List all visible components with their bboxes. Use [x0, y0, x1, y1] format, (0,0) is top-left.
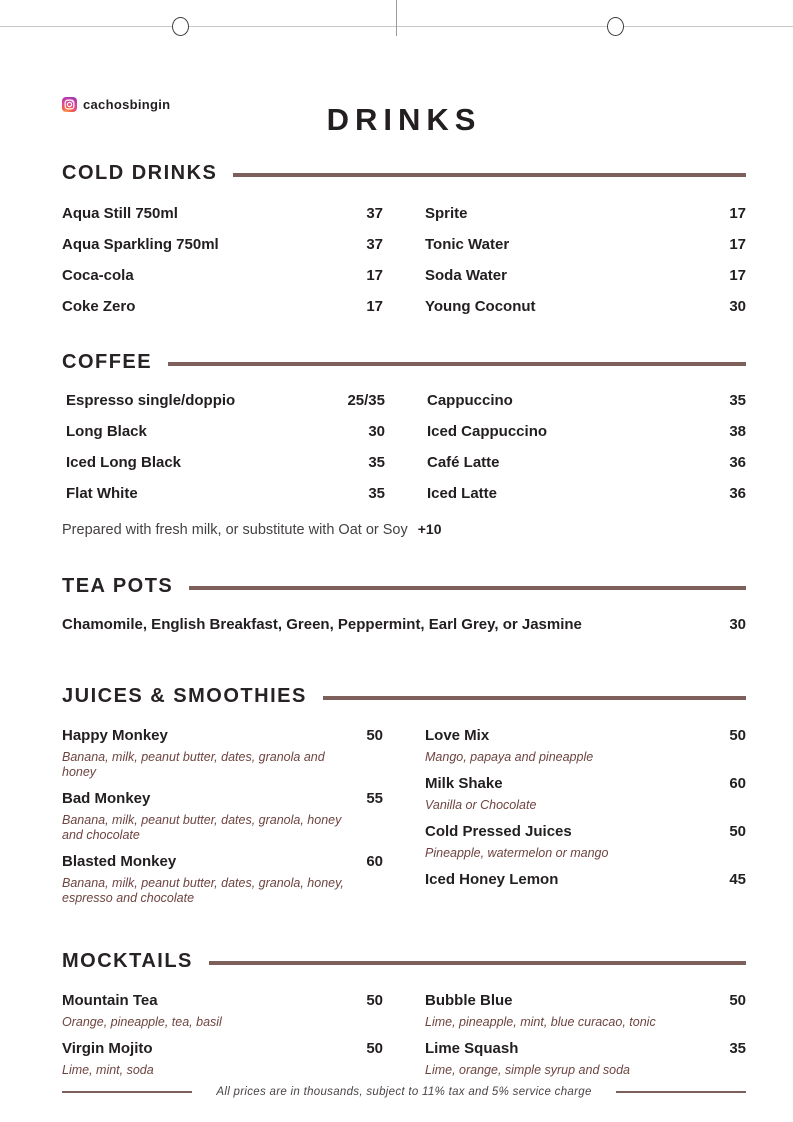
- item-description: Orange, pineapple, tea, basil: [62, 1015, 222, 1029]
- item-price: 30: [729, 616, 746, 633]
- item-name: Love Mix: [425, 727, 490, 744]
- item-name: Soda Water: [425, 267, 507, 284]
- menu-item: [425, 202, 746, 226]
- item-name: Blasted Monkey: [62, 853, 177, 870]
- item-name: Lime Squash: [425, 1040, 519, 1057]
- item-name: Cappuccino: [427, 392, 513, 409]
- section-header: [62, 575, 746, 598]
- menu-item: [62, 613, 746, 637]
- item-price: 17: [729, 267, 746, 284]
- section-coffee: [62, 351, 746, 539]
- section-title: TEA POTS: [62, 575, 174, 597]
- item-description: Lime, pineapple, mint, blue curacao, tonic: [425, 1015, 656, 1029]
- section-header: [62, 162, 746, 185]
- item-name: Iced Latte: [427, 485, 498, 502]
- item-name: Happy Monkey: [62, 727, 168, 744]
- item-name: Iced Honey Lemon: [425, 871, 559, 888]
- menu-item: [425, 772, 746, 813]
- footer-divider-left: [62, 1091, 192, 1093]
- item-row: [425, 868, 746, 892]
- menu-item: [62, 264, 383, 288]
- page-title: DRINKS: [326, 102, 482, 137]
- note-price: +10: [417, 521, 442, 537]
- item-name: Iced Long Black: [66, 454, 182, 471]
- footer-note: All prices are in thousands, subject to 11% tax and 5% service charge: [216, 1086, 592, 1098]
- item-price: 37: [366, 205, 383, 222]
- menu-item: [62, 989, 383, 1030]
- item-price: 17: [366, 267, 383, 284]
- item-price: 38: [729, 423, 746, 440]
- item-name: Bubble Blue: [425, 992, 513, 1009]
- section-title: JUICES & SMOOTHIES: [62, 685, 307, 707]
- item-row: [425, 1037, 746, 1061]
- menu-item: [62, 202, 383, 226]
- menu-item: [62, 295, 383, 319]
- mocktails-items: [62, 989, 746, 1078]
- coffee-items: [62, 389, 746, 506]
- item-row: [62, 787, 383, 811]
- menu-item: [62, 233, 383, 257]
- item-price: 50: [366, 992, 383, 1009]
- item-price: 17: [729, 205, 746, 222]
- item-price: 35: [368, 454, 385, 471]
- item-name: Espresso single/doppio: [66, 392, 236, 409]
- instagram-handle-row: [62, 97, 170, 112]
- section-divider-line: [189, 586, 746, 590]
- section-title: MOCKTAILS: [62, 950, 193, 972]
- item-description: Banana, milk, peanut butter, dates, granola, honey and chocolate: [62, 813, 342, 842]
- tea-pots-items: [62, 613, 746, 637]
- item-price: 30: [368, 423, 385, 440]
- item-name: Virgin Mojito: [62, 1040, 153, 1057]
- item-name: Bad Monkey: [62, 790, 151, 807]
- cold-drinks-items: [62, 202, 746, 319]
- menu-item: [425, 264, 746, 288]
- item-price: 25/35: [347, 392, 385, 409]
- item-name: Café Latte: [427, 454, 500, 471]
- menu-item: [425, 1037, 746, 1078]
- item-name: Mountain Tea: [62, 992, 158, 1009]
- milk-substitute-note: [62, 520, 746, 539]
- menu-item: [66, 451, 385, 475]
- section-title: COLD DRINKS: [62, 162, 218, 184]
- left-column: [66, 389, 385, 506]
- item-name: Tonic Water: [425, 236, 510, 253]
- item-price: 36: [729, 454, 746, 471]
- menu-item: [425, 989, 746, 1030]
- menu-item: [427, 451, 746, 475]
- item-name: Cold Pressed Juices: [425, 823, 572, 840]
- section-divider-line: [323, 696, 746, 700]
- note-text: Prepared with fresh milk, or substitute with Oat or Soy: [62, 522, 408, 538]
- item-row: [425, 724, 746, 748]
- menu-item: [427, 389, 746, 413]
- item-price: 50: [729, 727, 746, 744]
- section-mocktails: [62, 950, 746, 1078]
- item-price: 17: [366, 298, 383, 315]
- item-name: Coca-cola: [62, 267, 134, 284]
- menu-item: [66, 389, 385, 413]
- item-price: 17: [729, 236, 746, 253]
- item-name: Iced Cappuccino: [427, 423, 548, 440]
- item-price: 50: [729, 992, 746, 1009]
- item-row: [425, 820, 746, 844]
- section-title: COFFEE: [62, 351, 153, 373]
- item-name: Chamomile, English Breakfast, Green, Peppermint, Earl Grey, or Jasmine: [62, 616, 582, 633]
- item-price: 55: [366, 790, 383, 807]
- menu-item: [62, 787, 383, 843]
- menu-item: [62, 850, 383, 906]
- item-row: [62, 1037, 383, 1061]
- menu-item: [427, 482, 746, 506]
- section-header: [62, 685, 746, 708]
- item-price: 35: [729, 392, 746, 409]
- juices-items: [62, 724, 746, 906]
- item-description: Banana, milk, peanut butter, dates, granola and honey: [62, 750, 325, 779]
- item-price: 50: [729, 823, 746, 840]
- section-juices-smoothies: [62, 685, 746, 906]
- item-description: Vanilla or Chocolate: [425, 798, 537, 812]
- section-divider-line: [233, 173, 746, 177]
- item-name: Aqua Still 750ml: [62, 205, 178, 222]
- left-column: [62, 724, 383, 906]
- item-row: [62, 989, 383, 1013]
- menu-item: [66, 482, 385, 506]
- section-divider-line: [168, 362, 746, 366]
- item-price: 50: [366, 727, 383, 744]
- item-price: 45: [729, 871, 746, 888]
- menu-item: [427, 420, 746, 444]
- right-column: [425, 989, 746, 1078]
- item-price: 30: [729, 298, 746, 315]
- item-description: Banana, milk, peanut butter, dates, granola, honey, espresso and chocolate: [62, 876, 344, 905]
- item-name: Flat White: [66, 485, 138, 502]
- footer-divider-right: [616, 1091, 746, 1093]
- left-column: [62, 202, 383, 319]
- item-description: Pineapple, watermelon or mango: [425, 846, 609, 860]
- menu-item: [66, 420, 385, 444]
- right-column: [425, 202, 746, 319]
- left-column: [62, 989, 383, 1078]
- item-price: 35: [368, 485, 385, 502]
- menu-item: [425, 233, 746, 257]
- item-description: Lime, mint, soda: [62, 1063, 154, 1077]
- menu-item: [425, 868, 746, 892]
- item-price: 37: [366, 236, 383, 253]
- item-description: Mango, papaya and pineapple: [425, 750, 594, 764]
- menu-item: [62, 724, 383, 780]
- item-name: Milk Shake: [425, 775, 503, 792]
- item-name: Young Coconut: [425, 298, 536, 315]
- section-cold-drinks: [62, 162, 746, 319]
- item-price: 50: [366, 1040, 383, 1057]
- menu-item: [425, 724, 746, 765]
- item-description: Lime, orange, simple syrup and soda: [425, 1063, 630, 1077]
- instagram-icon: [62, 97, 77, 112]
- item-row: [425, 772, 746, 796]
- item-price: 60: [729, 775, 746, 792]
- item-price: 35: [729, 1040, 746, 1057]
- item-name: Sprite: [425, 205, 468, 222]
- item-name: Coke Zero: [62, 298, 136, 315]
- item-price: 60: [366, 853, 383, 870]
- item-price: 36: [729, 485, 746, 502]
- item-row: [62, 724, 383, 748]
- item-row: [62, 850, 383, 874]
- section-tea-pots: [62, 575, 746, 637]
- item-row: [425, 989, 746, 1013]
- footer: [62, 1086, 746, 1098]
- menu-item: [62, 1037, 383, 1078]
- menu-item: [425, 295, 746, 319]
- right-column: [427, 389, 746, 506]
- right-column: [425, 724, 746, 906]
- item-name: Long Black: [66, 423, 147, 440]
- menu-item: [425, 820, 746, 861]
- item-name: Aqua Sparkling 750ml: [62, 236, 219, 253]
- section-header: [62, 351, 746, 374]
- menu-content: [62, 0, 746, 1078]
- section-divider-line: [209, 961, 746, 965]
- instagram-handle: cachosbingin: [83, 97, 171, 112]
- section-header: [62, 950, 746, 973]
